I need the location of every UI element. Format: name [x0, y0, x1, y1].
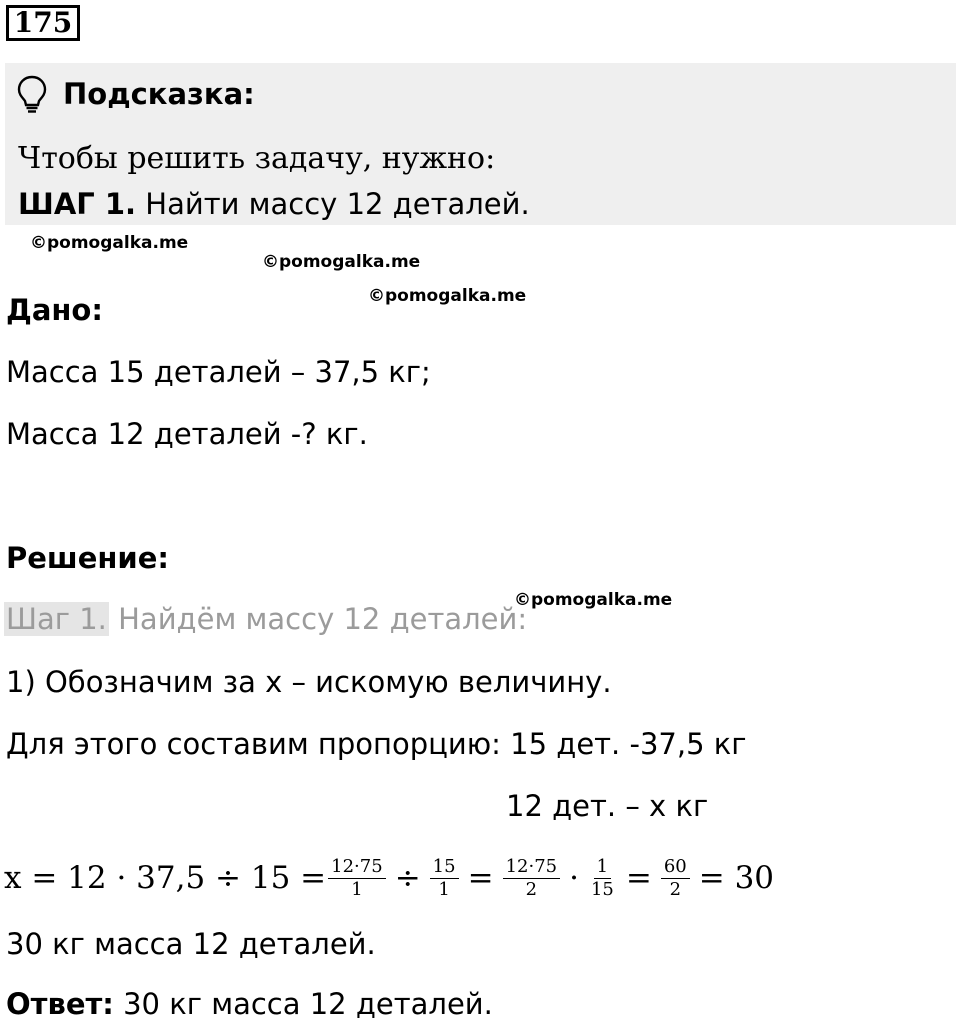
watermark: ©pomogalka.me — [30, 233, 189, 253]
given-heading: Дано: — [6, 293, 103, 327]
task-number: 175 — [6, 5, 80, 41]
fraction: $\frac{1}{15}$ — [590, 855, 614, 900]
solution-item-1: 1) Обозначим за х – искомую величину. — [6, 665, 612, 699]
equation-lhs: x = 12 · 37,5 ÷ 15 = — [4, 860, 327, 896]
watermark: ©pomogalka.me — [514, 590, 673, 610]
solution-step-label: Шаг 1. — [6, 602, 107, 636]
fraction: $\frac{12\cdot 75}{2}$ — [503, 856, 561, 901]
hint-intro: Чтобы решить задачу, нужно: — [18, 141, 496, 176]
watermark: ©pomogalka.me — [368, 286, 527, 306]
solution-heading: Решение: — [6, 541, 170, 575]
result-line: 30 кг масса 12 деталей. — [6, 927, 376, 961]
equation-result: = 30 — [698, 860, 775, 896]
multiply-sign: · — [569, 860, 579, 896]
hint-step-label: ШАГ 1. — [18, 187, 137, 221]
equals-sign: = — [467, 860, 494, 896]
fraction: $\frac{15}{1}$ — [430, 856, 459, 901]
solution-step — [4, 601, 527, 637]
watermark: ©pomogalka.me — [262, 252, 421, 272]
lightbulb-icon — [16, 74, 48, 114]
equation — [4, 848, 774, 908]
solution-step-text: Найдём массу 12 деталей: — [118, 602, 528, 636]
given-line-1: Масса 15 деталей – 37,5 кг; — [6, 355, 431, 389]
proportion-line-2: 12 дет. – х кг — [506, 789, 709, 823]
hint-title: Подсказка: — [63, 77, 255, 111]
proportion-line-1: Для этого составим пропорцию: 15 дет. -37,5 кг — [6, 727, 747, 761]
fraction: $\frac{12\cdot 75}{1}$ — [328, 856, 386, 901]
hint-step-text: Найти массу 12 деталей. — [145, 187, 530, 221]
fraction: $\frac{60}{2}$ — [661, 856, 690, 901]
divide-sign: ÷ — [394, 860, 421, 896]
answer-label: Ответ: — [6, 987, 114, 1021]
given-line-2: Масса 12 деталей -? кг. — [6, 417, 368, 451]
answer — [6, 986, 493, 1022]
equals-sign: = — [625, 860, 652, 896]
answer-text: 30 кг масса 12 деталей. — [123, 987, 493, 1021]
hint-step — [18, 186, 530, 222]
